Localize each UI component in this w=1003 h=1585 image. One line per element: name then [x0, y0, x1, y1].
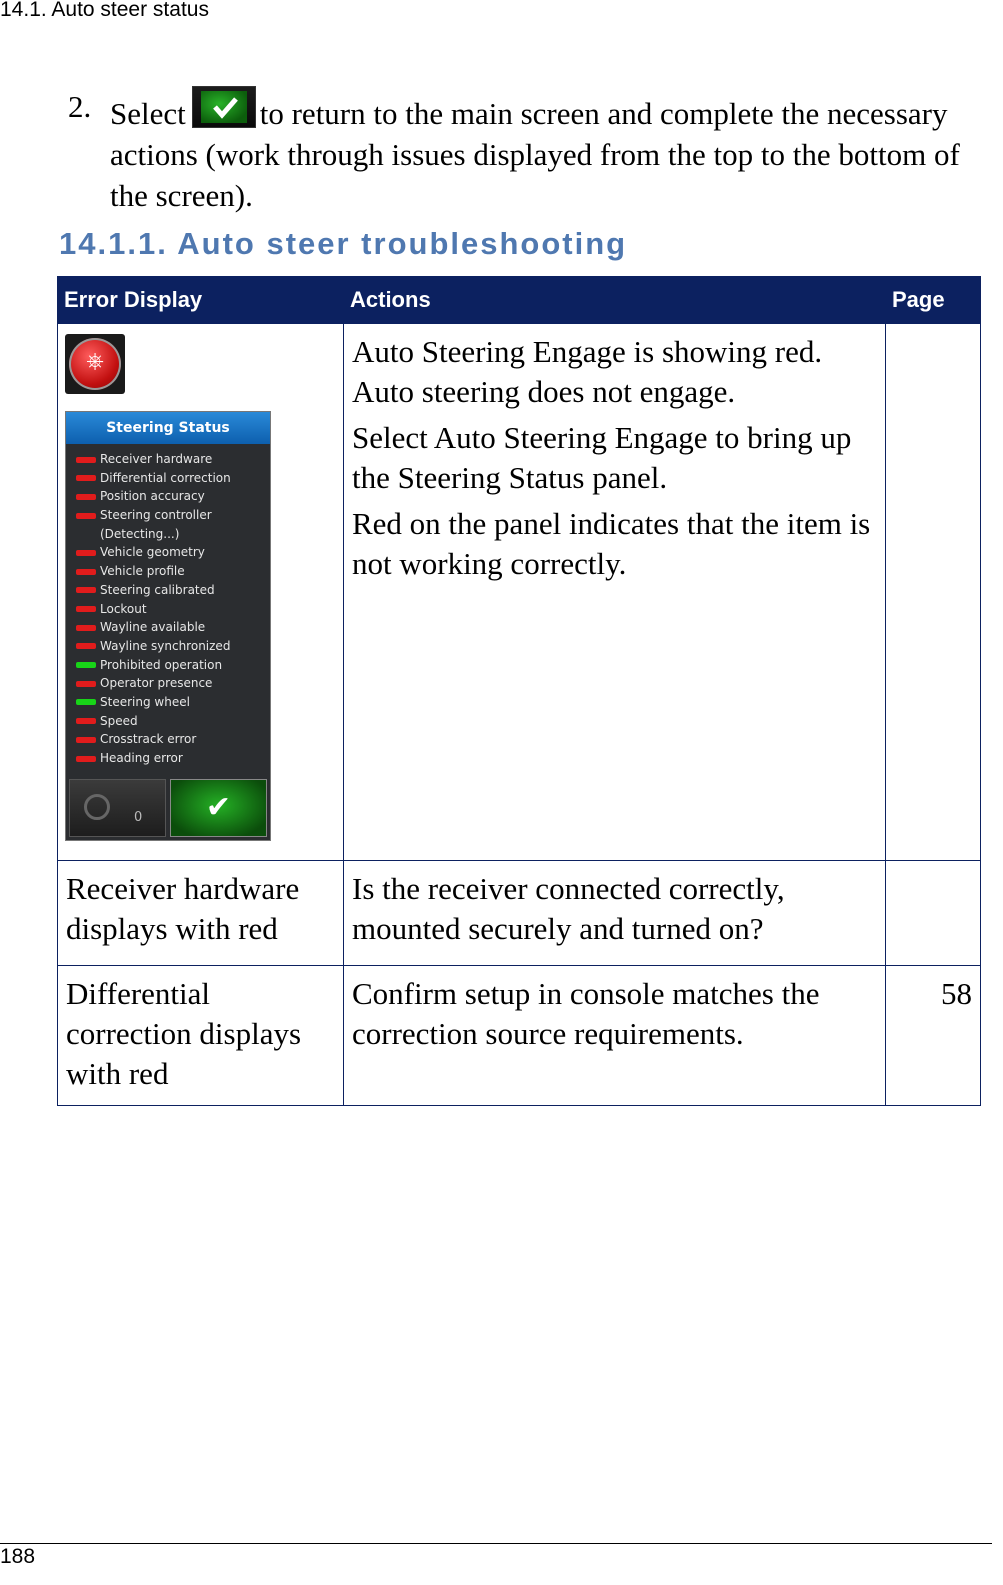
table-row	[58, 861, 981, 966]
status-item	[76, 581, 270, 600]
status-indicator	[76, 531, 96, 537]
status-indicator	[76, 699, 96, 705]
status-item	[76, 674, 270, 693]
status-list	[66, 444, 270, 768]
status-indicator	[76, 606, 96, 612]
action-text: Auto Steering Engage is showing red. Auto steering does not engage.	[352, 334, 823, 409]
status-item	[76, 562, 270, 581]
status-indicator	[76, 569, 96, 575]
status-indicator	[76, 643, 96, 649]
status-item	[76, 749, 270, 768]
step-text-before: Select	[110, 96, 186, 131]
confirm-button	[170, 779, 267, 837]
status-item	[76, 525, 270, 544]
error-display-cell	[58, 324, 344, 861]
status-item	[76, 730, 270, 749]
status-indicator	[76, 494, 96, 500]
status-label: Vehicle geometry	[100, 545, 205, 560]
status-item	[76, 600, 270, 619]
action-text: Confirm setup in console matches the correction source requirements.	[352, 976, 820, 1051]
table-header-row	[58, 277, 981, 324]
status-indicator	[76, 662, 96, 668]
status-item	[76, 618, 270, 637]
status-label: Heading error	[100, 751, 183, 765]
status-item	[76, 487, 270, 506]
actions-cell	[344, 966, 886, 1106]
status-indicator	[76, 513, 96, 519]
checkmark-icon: ✔	[205, 790, 232, 825]
status-item	[76, 693, 270, 712]
page-cell: 58	[886, 966, 981, 1106]
column-header-error-display: Error Display	[58, 277, 344, 324]
status-label: Receiver hardware	[100, 452, 213, 466]
status-label: Crosstrack error	[100, 732, 197, 747]
status-label: Speed	[100, 713, 138, 728]
error-display-cell: Receiver hardware displays with red	[58, 861, 344, 966]
status-indicator	[76, 756, 96, 762]
steering-wheel-icon	[84, 794, 110, 820]
status-indicator	[76, 718, 96, 724]
status-label: Steering wheel	[100, 694, 190, 709]
status-indicator	[76, 737, 96, 743]
auto-steering-engage-icon: ⎈	[65, 334, 125, 394]
step-text	[110, 86, 983, 216]
status-indicator	[76, 475, 96, 481]
actions-cell	[344, 324, 886, 861]
status-item	[76, 712, 270, 731]
status-label: Vehicle profile	[100, 564, 185, 579]
status-label: Wayline available	[100, 620, 206, 635]
status-indicator	[76, 587, 96, 593]
steering-status-panel	[65, 411, 271, 841]
status-label: Differential correction	[100, 470, 231, 485]
status-label: Operator presence	[100, 676, 213, 691]
step-number: 2.	[68, 89, 92, 124]
action-text: Select Auto Steering Engage to bring up the Steering Status panel.	[352, 420, 852, 495]
step-text-after: to return to the main screen and complete the necessary actions (work through issues displayed from the top to the bottom of the screen).	[110, 96, 960, 213]
engage-count: 0	[134, 810, 143, 825]
error-display-cell: Differential correction displays with red	[58, 966, 344, 1106]
troubleshooting-table	[57, 276, 981, 1106]
status-item	[76, 450, 270, 469]
status-item	[76, 637, 270, 656]
page-cell	[886, 324, 981, 861]
status-indicator	[76, 457, 96, 463]
action-text: Red on the panel indicates that the item is not working correctly.	[352, 506, 871, 581]
section-title: 14.1.1. Auto steer troubleshooting	[59, 226, 628, 261]
status-item	[76, 506, 270, 525]
status-label: (Detecting...)	[100, 526, 180, 541]
status-label: Lockout	[100, 601, 147, 616]
page-cell	[886, 861, 981, 966]
status-indicator	[76, 681, 96, 687]
actions-cell	[344, 861, 886, 966]
status-label: Wayline synchronized	[100, 638, 231, 653]
status-label: Prohibited operation	[100, 657, 223, 672]
page-number: 188	[0, 1545, 36, 1568]
check-button-icon	[192, 86, 256, 128]
column-header-page: Page	[886, 277, 981, 324]
status-indicator	[76, 625, 96, 631]
engage-button	[69, 779, 166, 837]
table-row	[58, 966, 981, 1106]
instruction-step	[68, 86, 983, 216]
status-label: Position accuracy	[100, 489, 205, 504]
status-indicator	[76, 550, 96, 556]
column-header-actions: Actions	[344, 277, 886, 324]
table-row	[58, 324, 981, 861]
footer-rule	[0, 1543, 992, 1544]
status-item	[76, 543, 270, 562]
status-item	[76, 469, 270, 488]
status-label: Steering controller	[100, 508, 212, 523]
running-header: 14.1. Auto steer status	[0, 0, 209, 21]
action-text: Is the receiver connected correctly, mounted securely and turned on?	[352, 871, 785, 946]
status-label: Steering calibrated	[100, 582, 215, 597]
status-item	[76, 656, 270, 675]
panel-title: Steering Status	[66, 412, 270, 444]
